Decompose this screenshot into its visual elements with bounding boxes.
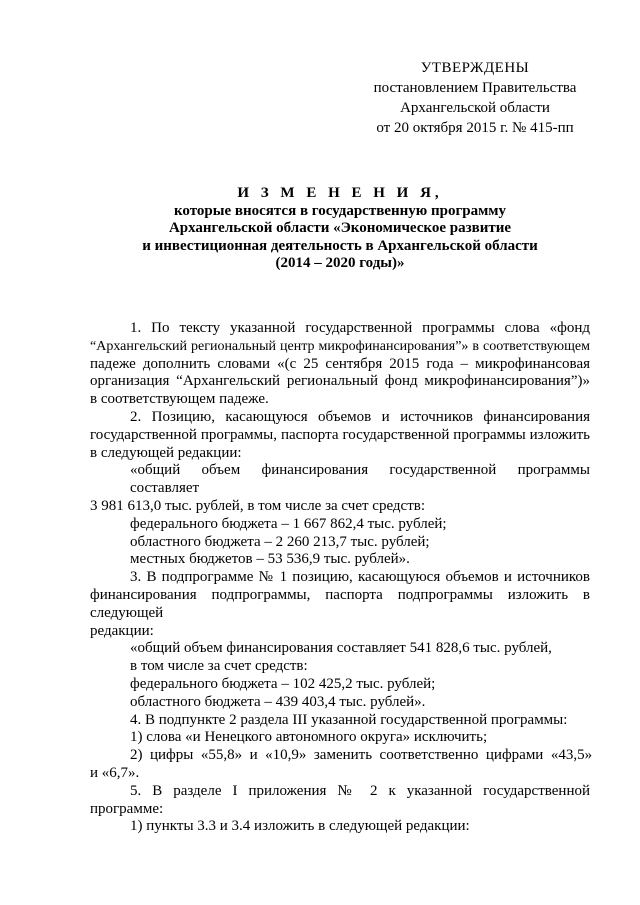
heading-line: Архангельской области «Экономическое развитие — [168, 220, 512, 236]
approval-block — [360, 58, 590, 138]
heading-line: и инвестиционная деятельность в Архангельской области — [142, 237, 538, 254]
paragraph-line: областного бюджета – 439 403,4 тыс. рублей». — [130, 693, 426, 710]
paragraph-line: 3. В подпрограмме № 1 позицию, касающуюся объемов и источников — [130, 569, 590, 586]
approval-line: постановлением Правительства — [373, 80, 577, 96]
paragraph-line: падеже дополнить словами «(с 25 сентября 2015 года – микрофинансовая — [90, 355, 590, 372]
paragraph-line: «общий объем финансирования составляет 541 828,6 тыс. рублей, — [130, 640, 552, 657]
paragraph-line: 2) цифры «55,8» и «10,9» заменить соответственно цифрами «43,5» — [130, 747, 593, 764]
paragraph-line: федерального бюджета – 1 667 862,4 тыс. рублей; — [130, 515, 447, 532]
paragraph-line: 1) пункты 3.3 и 3.4 изложить в следующей редакции: — [130, 818, 470, 835]
heading-title: И З М Е Н Е Н И Я, — [237, 185, 443, 201]
paragraph-line: организация “Архангельский региональный фонд микрофинансирования”)» — [90, 373, 590, 390]
paragraph-line: и «6,7». — [90, 764, 140, 781]
paragraph-line: 1. По тексту указанной государственной программы слова «фонд — [130, 320, 590, 336]
paragraph-line: финансирования подпрограммы, паспорта подпрограммы изложить в следующей — [90, 586, 590, 621]
heading-line: которые вносятся в государственную программу — [173, 202, 507, 219]
paragraph-line: областного бюджета – 2 260 213,7 тыс. рублей; — [130, 533, 430, 550]
paragraph-line: в следующей редакции: — [90, 444, 242, 461]
paragraph-line: “Архангельский региональный центр микрофинансирования”» в соответствующем — [90, 338, 590, 354]
approval-line: Архангельской области — [400, 100, 550, 116]
heading-line: (2014 – 2020 годы)» — [275, 255, 405, 271]
paragraph-line: местных бюджетов – 53 536,9 тыс. рублей». — [130, 551, 410, 568]
paragraph-line: «общий объем финансирования государственной программы составляет — [130, 462, 590, 497]
paragraph-line: федерального бюджета – 102 425,2 тыс. рублей; — [130, 675, 436, 692]
paragraph-line: 2. Позицию, касающуюся объемов и источников финансирования — [130, 408, 590, 425]
approval-title: УТВЕРЖДЕНЫ — [420, 60, 530, 76]
paragraph-line: 3 981 613,0 тыс. рублей, в том числе за счет средств: — [90, 497, 426, 514]
paragraph-line: в том числе за счет средств: — [130, 658, 308, 675]
paragraph-line: редакции: — [90, 622, 154, 639]
approval-line: от 20 октября 2015 г. № 415-пп — [376, 120, 574, 136]
paragraph-line: 1) слова «и Ненецкого автономного округа» исключить; — [130, 729, 488, 746]
paragraph-line: государственной программы, паспорта государственной программы изложить — [90, 426, 590, 443]
document-body — [90, 320, 593, 836]
paragraph-line: 5. В разделе I приложения № 2 к указанной государственной — [130, 782, 590, 799]
paragraph-line: программе: — [90, 800, 164, 817]
paragraph-line: в соответствующем падеже. — [90, 391, 269, 408]
paragraph-line: 4. В подпункте 2 раздела III указанной государственной программы: — [130, 711, 568, 728]
document-heading — [90, 185, 590, 273]
